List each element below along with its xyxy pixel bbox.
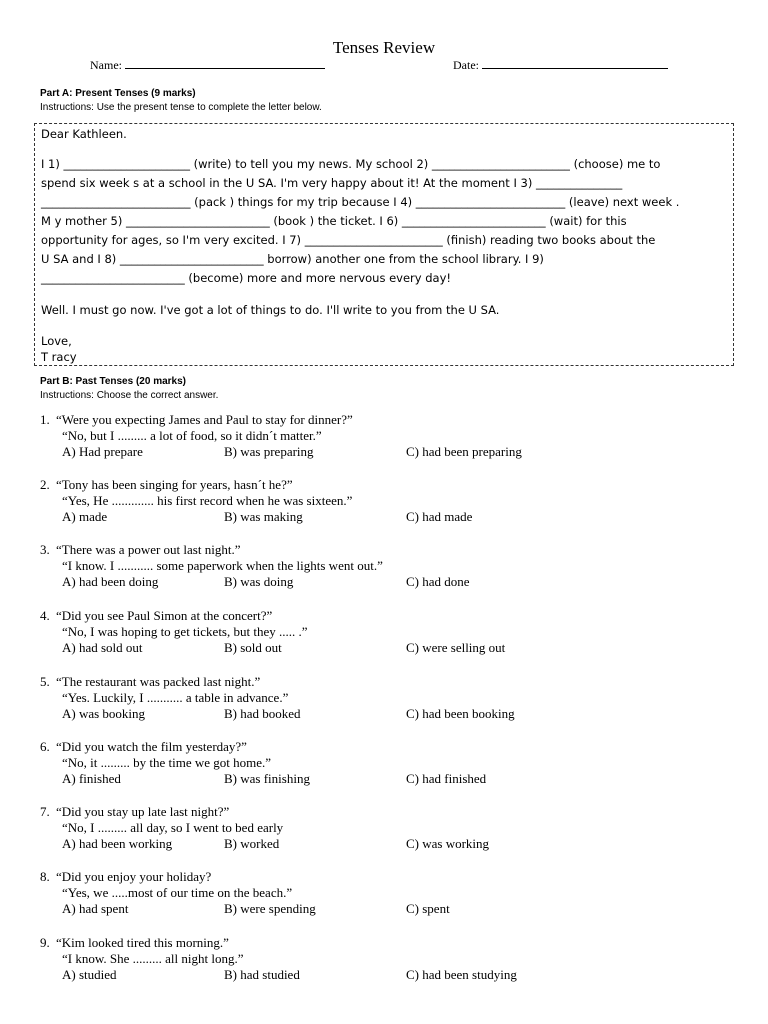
answer-option-b[interactable]: B) were spending xyxy=(224,901,316,916)
answer-option-c[interactable]: C) had finished xyxy=(406,771,487,786)
answer-options xyxy=(40,836,740,852)
part-a-heading: Part A: Present Tenses (9 marks) xyxy=(40,88,196,99)
date-label: Date: xyxy=(453,58,479,72)
question-prompt xyxy=(40,412,740,428)
answer-option-c[interactable]: C) had made xyxy=(406,509,473,524)
question-response: “No, but I ......... a lot of food, so it didn´t matter.” xyxy=(62,428,322,443)
answer-option-c[interactable]: C) was working xyxy=(406,836,490,851)
question-response: “I know. She ......... all night long.” xyxy=(62,951,244,966)
question-number: 6. xyxy=(40,739,50,754)
letter-line[interactable]: opportunity for ages, so I'm very excited. I 7) ________________________ (finish) reading two books about the xyxy=(41,233,656,247)
answer-option-a[interactable]: A) had spent xyxy=(62,901,129,916)
question-text: “Did you watch the film yesterday?” xyxy=(56,739,247,754)
answer-option-a[interactable]: A) finished xyxy=(62,771,121,786)
answer-option-b[interactable]: B) was doing xyxy=(224,574,294,589)
question-prompt xyxy=(40,739,740,755)
letter-line[interactable]: spend six week s at a school in the U SA. I'm very happy about it! At the moment I 3) _______________ xyxy=(41,176,623,190)
answer-option-b[interactable]: B) worked xyxy=(224,836,280,851)
answer-option-c[interactable]: C) had done xyxy=(406,574,470,589)
question-number: 5. xyxy=(40,674,50,689)
name-label: Name: xyxy=(90,58,122,72)
page-title: Tenses Review xyxy=(332,38,436,57)
question-response: “Yes. Luckily, I ........... a table in advance.” xyxy=(62,690,289,705)
answer-option-b[interactable]: B) was preparing xyxy=(224,444,314,459)
question-4 xyxy=(40,608,740,656)
answer-option-b[interactable]: B) had studied xyxy=(224,967,300,982)
answer-option-a[interactable]: A) had been working xyxy=(62,836,173,851)
question-prompt xyxy=(40,935,740,951)
question-6 xyxy=(40,739,740,787)
answer-option-a[interactable]: A) had been doing xyxy=(62,574,159,589)
question-3 xyxy=(40,542,740,590)
answer-option-c[interactable]: C) had been preparing xyxy=(406,444,522,459)
question-number: 1. xyxy=(40,412,50,427)
letter-line[interactable]: U SA and I 8) _________________________ borrow) another one from the school library. I 9) xyxy=(41,252,544,266)
answer-options xyxy=(40,967,740,983)
question-text: “The restaurant was packed last night.” xyxy=(56,674,261,689)
name-blank[interactable] xyxy=(125,58,325,69)
letter-line[interactable]: __________________________ (pack ) things for my trip because I 4) __________________________ (leave) next week . xyxy=(41,195,680,209)
answer-option-b[interactable]: B) was finishing xyxy=(224,771,310,786)
question-number: 9. xyxy=(40,935,50,950)
question-response: “No, I was hoping to get tickets, but they ..... .” xyxy=(62,624,308,639)
answer-options xyxy=(40,509,740,525)
letter-greeting: Dear Kathleen. xyxy=(41,127,127,141)
letter-box xyxy=(34,123,734,366)
question-number: 4. xyxy=(40,608,50,623)
question-response: “No, it ......... by the time we got home.” xyxy=(62,755,272,770)
question-number: 2. xyxy=(40,477,50,492)
part-b-heading: Part B: Past Tenses (20 marks) xyxy=(40,376,186,387)
question-7 xyxy=(40,804,740,852)
answer-options xyxy=(40,901,740,917)
answer-option-a[interactable]: A) studied xyxy=(62,967,117,982)
answer-option-c[interactable]: C) had been booking xyxy=(406,706,515,721)
answer-option-b[interactable]: B) had booked xyxy=(224,706,301,721)
question-number: 8. xyxy=(40,869,50,884)
answer-option-b[interactable]: B) was making xyxy=(224,509,303,524)
letter-closing: Well. I must go now. I've got a lot of things to do. I'll write to you from the U SA. xyxy=(41,303,500,317)
question-prompt xyxy=(40,477,740,493)
question-text: “Tony has been singing for years, hasn´t he?” xyxy=(56,477,293,492)
letter-line[interactable]: I 1) ______________________ (write) to tell you my news. My school 2) ________________________ (choose) me to xyxy=(41,157,661,171)
question-response: “I know. I ........... some paperwork when the lights went out.” xyxy=(62,558,383,573)
question-prompt xyxy=(40,804,740,820)
question-response: “Yes, we .....most of our time on the beach.” xyxy=(62,885,293,900)
question-prompt xyxy=(40,542,740,558)
question-prompt xyxy=(40,674,740,690)
answer-option-a[interactable]: A) made xyxy=(62,509,108,524)
question-text: “Did you stay up late last night?” xyxy=(56,804,230,819)
answer-option-a[interactable]: A) was booking xyxy=(62,706,146,721)
date-blank[interactable] xyxy=(482,58,668,69)
question-text: “Were you expecting James and Paul to stay for dinner?” xyxy=(56,412,353,427)
question-5 xyxy=(40,674,740,722)
question-8 xyxy=(40,869,740,917)
answer-option-b[interactable]: B) sold out xyxy=(224,640,282,655)
question-number: 3. xyxy=(40,542,50,557)
letter-line[interactable]: M y mother 5) _________________________ (book ) the ticket. I 6) _________________________ (wait) for this xyxy=(41,214,627,228)
question-9 xyxy=(40,935,740,983)
part-a-instructions: Instructions: Use the present tense to complete the letter below. xyxy=(40,102,322,113)
answer-option-c[interactable]: C) had been studying xyxy=(406,967,517,982)
answer-options xyxy=(40,771,740,787)
answer-options xyxy=(40,574,740,590)
letter-signature: T racy xyxy=(41,350,77,364)
question-number: 7. xyxy=(40,804,50,819)
question-1 xyxy=(40,412,740,460)
question-response: “Yes, He ............. his first record when he was sixteen.” xyxy=(62,493,353,508)
answer-option-a[interactable]: A) had sold out xyxy=(62,640,143,655)
question-text: “Kim looked tired this morning.” xyxy=(56,935,229,950)
answer-options xyxy=(40,444,740,460)
answer-options xyxy=(40,706,740,722)
question-text: “There was a power out last night.” xyxy=(56,542,241,557)
answer-option-c[interactable]: C) spent xyxy=(406,901,450,916)
question-prompt xyxy=(40,608,740,624)
question-text: “Did you enjoy your holiday? xyxy=(56,869,212,884)
question-response: “No, I ......... all day, so I went to bed early xyxy=(62,820,284,835)
letter-line[interactable]: _________________________ (become) more and more nervous every day! xyxy=(41,271,452,285)
date-field[interactable] xyxy=(453,58,668,73)
answer-option-c[interactable]: C) were selling out xyxy=(406,640,506,655)
part-b-instructions: Instructions: Choose the correct answer. xyxy=(40,390,219,401)
letter-signoff: Love, xyxy=(41,334,72,348)
name-field[interactable] xyxy=(90,58,325,73)
question-prompt xyxy=(40,869,740,885)
answer-options xyxy=(40,640,740,656)
answer-option-a[interactable]: A) Had prepare xyxy=(62,444,143,459)
question-text: “Did you see Paul Simon at the concert?” xyxy=(56,608,273,623)
question-2 xyxy=(40,477,740,525)
